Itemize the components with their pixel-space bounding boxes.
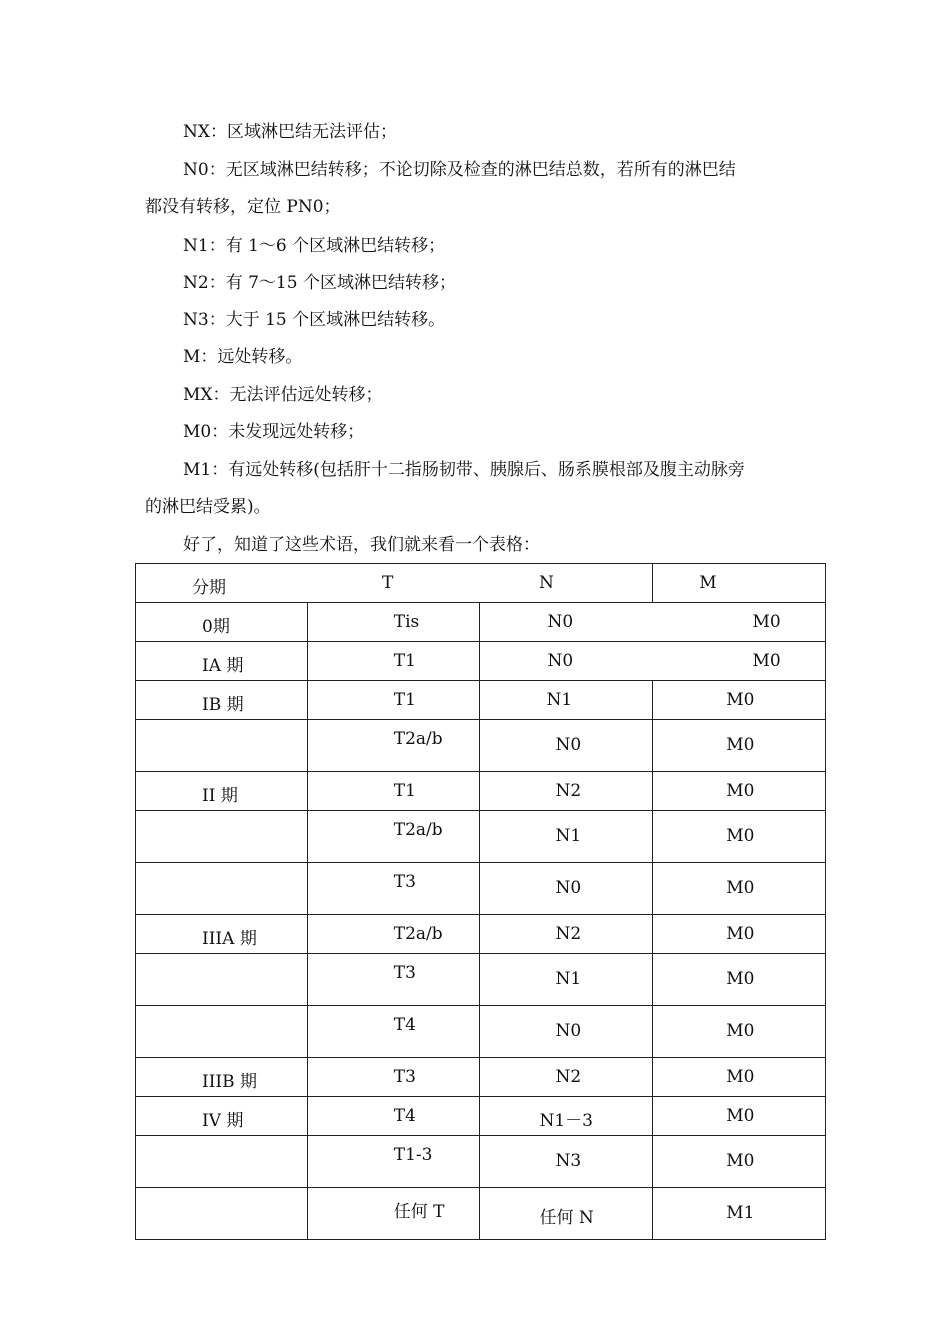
para-line: N2：有 7～15 个区域淋巴结转移； bbox=[183, 273, 456, 293]
t-value: T1 bbox=[393, 690, 416, 710]
para-line: N0：无区域淋巴结转移；不论切除及检查的淋巴结总数，若所有的淋巴结 bbox=[183, 160, 736, 180]
n-cell bbox=[480, 863, 653, 915]
m-cell bbox=[653, 811, 826, 863]
para-line: 好了，知道了这些术语，我们就来看一个表格： bbox=[183, 535, 540, 555]
table-row bbox=[136, 1188, 826, 1240]
header-n: N bbox=[539, 573, 554, 593]
stage-cell bbox=[136, 1136, 308, 1188]
para-line: 的淋巴结受累)。 bbox=[145, 497, 271, 517]
para-line: NX：区域淋巴结无法评估； bbox=[183, 122, 397, 142]
stage-cell bbox=[136, 1006, 308, 1058]
stage-label: IIIB 期 bbox=[202, 1072, 258, 1092]
t-value: T3 bbox=[393, 1067, 416, 1087]
header-t: T bbox=[382, 573, 394, 593]
table-row bbox=[136, 681, 826, 720]
nx-definition bbox=[145, 114, 813, 151]
t-cell bbox=[307, 1058, 480, 1097]
table-header-row bbox=[136, 564, 826, 603]
stage-label: IV 期 bbox=[202, 1111, 244, 1131]
n-value: N0 bbox=[547, 612, 574, 632]
n-cell bbox=[480, 1058, 653, 1097]
t-value: Tis bbox=[393, 612, 420, 632]
header-cell-m bbox=[653, 564, 826, 603]
mx-definition bbox=[145, 377, 813, 414]
n-cell bbox=[480, 681, 653, 720]
stage-label: II 期 bbox=[202, 786, 238, 806]
n3-definition bbox=[145, 302, 813, 339]
table-row bbox=[136, 811, 826, 863]
para-line: N1：有 1～6 个区域淋巴结转移； bbox=[183, 236, 446, 256]
n-value: N0 bbox=[555, 1021, 582, 1041]
n-cell bbox=[480, 811, 653, 863]
n-value: N0 bbox=[555, 735, 582, 755]
m1-definition bbox=[145, 452, 813, 526]
t-value: T4 bbox=[393, 1015, 416, 1035]
m-value: M0 bbox=[726, 1151, 755, 1171]
t-value: T1 bbox=[393, 781, 416, 801]
m-cell bbox=[653, 720, 826, 772]
m-cell bbox=[653, 772, 826, 811]
m-value: M0 bbox=[752, 612, 781, 632]
table-row bbox=[136, 954, 826, 1006]
m-cell bbox=[653, 863, 826, 915]
n-value: 任何 N bbox=[539, 1208, 594, 1228]
table-intro bbox=[145, 527, 813, 564]
stage-cell bbox=[136, 720, 308, 772]
m-cell bbox=[653, 1188, 826, 1240]
stage-label: IIIA 期 bbox=[202, 929, 257, 949]
t-value: T2a/b bbox=[393, 924, 443, 944]
stage-label: IA 期 bbox=[202, 656, 244, 676]
m-definition bbox=[145, 339, 813, 376]
para-line: M1：有远处转移(包括肝十二指肠韧带、胰腺后、肠系膜根部及腹主动脉旁 bbox=[183, 460, 745, 480]
table-row bbox=[136, 642, 826, 681]
n-value: N1 bbox=[555, 826, 582, 846]
m-cell bbox=[653, 1136, 826, 1188]
m-value: M0 bbox=[726, 1106, 755, 1126]
stage-cell bbox=[136, 811, 308, 863]
t-cell bbox=[307, 681, 480, 720]
stage-cell bbox=[136, 681, 308, 720]
m-cell bbox=[653, 681, 826, 720]
m-value: M0 bbox=[726, 1067, 755, 1087]
t-cell bbox=[307, 1188, 480, 1240]
stage-cell bbox=[136, 1097, 308, 1136]
para-line: 都没有转移，定位 PN0； bbox=[145, 197, 341, 217]
n-value: N2 bbox=[555, 1067, 582, 1087]
t-cell bbox=[307, 1136, 480, 1188]
n-cell bbox=[480, 1136, 653, 1188]
t-value: T1 bbox=[393, 651, 416, 671]
stage-cell bbox=[136, 954, 308, 1006]
stage-cell bbox=[136, 603, 308, 642]
m-cell bbox=[653, 954, 826, 1006]
para-line: N3：大于 15 个区域淋巴结转移。 bbox=[183, 310, 446, 330]
m-value: M0 bbox=[726, 1021, 755, 1041]
t-value: T1-3 bbox=[393, 1145, 433, 1165]
t-cell bbox=[307, 915, 480, 954]
t-cell bbox=[307, 720, 480, 772]
table-row bbox=[136, 1058, 826, 1097]
t-cell bbox=[307, 642, 480, 681]
n-value: N0 bbox=[547, 651, 574, 671]
m-cell bbox=[653, 1097, 826, 1136]
n-value: N2 bbox=[555, 924, 582, 944]
t-cell bbox=[307, 863, 480, 915]
stage-cell bbox=[136, 1188, 308, 1240]
n-cell bbox=[480, 1006, 653, 1058]
m-cell bbox=[653, 915, 826, 954]
n-m-cell bbox=[480, 603, 826, 642]
n-cell bbox=[480, 915, 653, 954]
m-value: M0 bbox=[752, 651, 781, 671]
stage-cell bbox=[136, 642, 308, 681]
stage-cell bbox=[136, 1058, 308, 1097]
n-cell bbox=[480, 772, 653, 811]
table-row bbox=[136, 1006, 826, 1058]
table-row bbox=[136, 603, 826, 642]
m-value: M0 bbox=[726, 781, 755, 801]
stage-cell bbox=[136, 863, 308, 915]
para-line: M0：未发现远处转移； bbox=[183, 422, 365, 442]
t-cell bbox=[307, 1006, 480, 1058]
m-value: M0 bbox=[726, 969, 755, 989]
stage-cell bbox=[136, 915, 308, 954]
n0-definition bbox=[145, 152, 813, 226]
table-row bbox=[136, 772, 826, 811]
t-value: T4 bbox=[393, 1106, 416, 1126]
para-line: MX：无法评估远处转移； bbox=[183, 385, 383, 405]
n1-definition bbox=[145, 228, 813, 265]
n-cell bbox=[480, 1188, 653, 1240]
m-cell bbox=[653, 1006, 826, 1058]
t-cell bbox=[307, 1097, 480, 1136]
t-value: 任何 T bbox=[393, 1202, 445, 1222]
n-value: N1 bbox=[555, 969, 582, 989]
n-cell bbox=[480, 954, 653, 1006]
table-row bbox=[136, 1136, 826, 1188]
m-value: M0 bbox=[726, 826, 755, 846]
n-value: N3 bbox=[555, 1151, 582, 1171]
m-value: M0 bbox=[726, 690, 755, 710]
table-row bbox=[136, 915, 826, 954]
stage-label: 0期 bbox=[202, 617, 230, 637]
tnm-staging-table bbox=[135, 563, 826, 1240]
t-value: T2a/b bbox=[393, 820, 443, 840]
t-cell bbox=[307, 954, 480, 1006]
t-value: T2a/b bbox=[393, 729, 443, 749]
m0-definition bbox=[145, 414, 813, 451]
table-row bbox=[136, 720, 826, 772]
m-cell bbox=[653, 1058, 826, 1097]
header-cell-stage-t-n bbox=[136, 564, 653, 603]
n-value: N1 bbox=[546, 690, 573, 710]
stage-label: IB 期 bbox=[202, 695, 244, 715]
m-value: M1 bbox=[726, 1203, 755, 1223]
table-row bbox=[136, 1097, 826, 1136]
t-value: T3 bbox=[393, 963, 416, 983]
n-value: N1－3 bbox=[539, 1111, 593, 1131]
n2-definition bbox=[145, 265, 813, 302]
para-line: M：远处转移。 bbox=[183, 347, 303, 367]
t-cell bbox=[307, 811, 480, 863]
header-m: M bbox=[699, 573, 717, 593]
header-stage: 分期 bbox=[192, 578, 226, 598]
table-row bbox=[136, 863, 826, 915]
n-cell bbox=[480, 720, 653, 772]
n-value: N0 bbox=[555, 878, 582, 898]
m-value: M0 bbox=[726, 735, 755, 755]
stage-cell bbox=[136, 772, 308, 811]
t-value: T3 bbox=[393, 872, 416, 892]
t-cell bbox=[307, 772, 480, 811]
n-value: N2 bbox=[555, 781, 582, 801]
n-cell bbox=[480, 1097, 653, 1136]
m-value: M0 bbox=[726, 924, 755, 944]
t-cell bbox=[307, 603, 480, 642]
n-m-cell bbox=[480, 642, 826, 681]
m-value: M0 bbox=[726, 878, 755, 898]
